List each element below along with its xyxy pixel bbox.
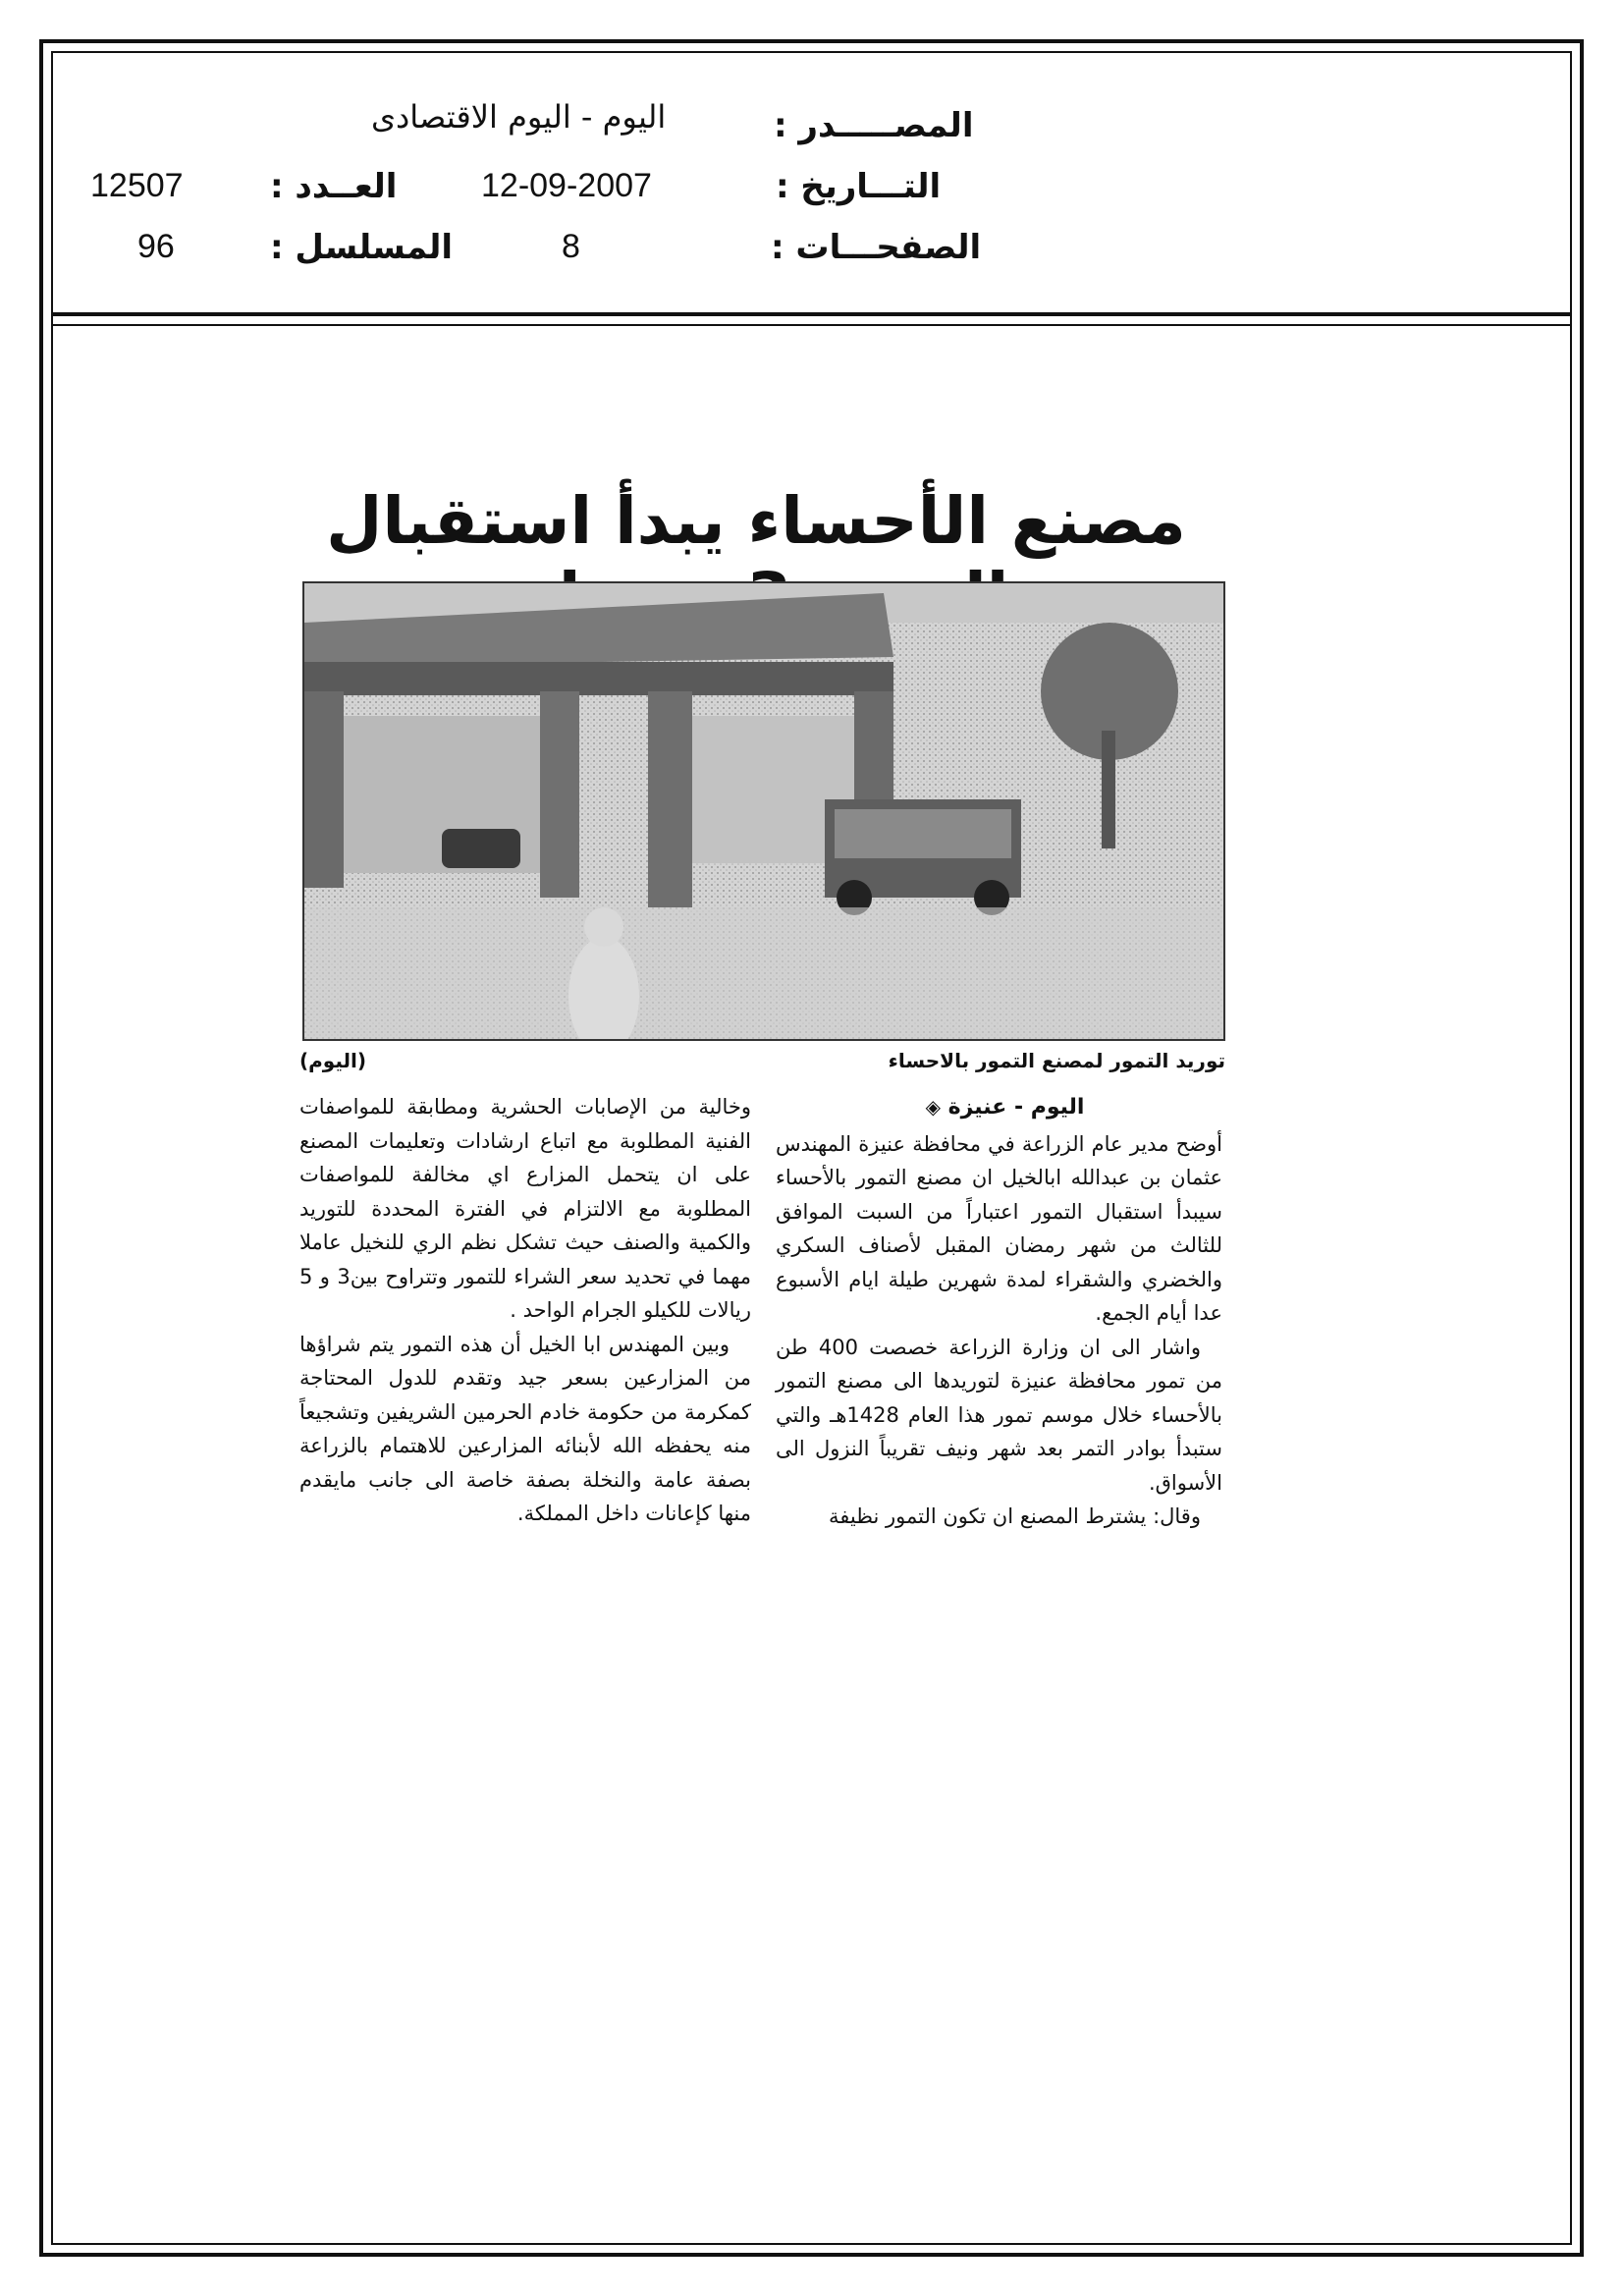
paragraph: واشار الى ان وزارة الزراعة خصصت 400 طن من تمور محافظة عنيزة لتوريدها الى مصنع التمور بالأحساء خلال موسم تمور هذا العام 1428هـ والتي ستبدأ بوادر التمر بعد شهر ونيف تقريباً النزول الى الأسواق. <box>776 1335 1222 1495</box>
paragraph: وبين المهندس ابا الخيل أن هذه التمور يتم شراؤها من المزارعين بسعر جيد وتقدم للدول المحتاجة كمكرمة من حكومة خادم الحرمين الشريفين وتشجيعاً منه يحفظه الله لأبنائه المزارعين للاهتمام بالزراعة بصفة عامة والنخلة بصفة خاصة الى جانب مايقدم منها كإعانات داخل المملكة. <box>299 1332 751 1525</box>
issue-value: 12507 <box>90 167 184 204</box>
paragraph: أوضح مدير عام الزراعة في محافظة عنيزة المهندس عثمان بن عبدالله ابالخيل ان مصنع التمور بالأحساء سيبدأ استقبال التمور اعتباراً من السبت الموافق للثالث من شهر رمضان المقبل لأصناف السكري والخضري والشقراء لمدة شهرين طيلة ايام الأسبوع عدا أيام الجمع. <box>776 1131 1222 1325</box>
pages-value: 8 <box>562 228 580 265</box>
date-value: 12-09-2007 <box>481 167 652 204</box>
serial-label: المسلسل : <box>270 228 454 267</box>
serial-value: 96 <box>137 228 175 265</box>
header-divider <box>51 312 1572 316</box>
date-label: التـــاريخ : <box>776 167 942 206</box>
issue-label: العــدد : <box>270 167 398 206</box>
source-label: المصـــــدر : <box>774 106 974 145</box>
photo-credit: (اليوم) <box>299 1049 367 1072</box>
diamond-icon: ◈ <box>925 1095 941 1119</box>
article-column-left <box>299 1090 751 1531</box>
article-photo <box>302 581 1225 1041</box>
article-column-right <box>776 1090 1222 1534</box>
article-headline: مصنع الأحساء يبدأ استقبال <box>326 483 1186 559</box>
dateline <box>776 1090 1222 1125</box>
paragraph: وقال: يشترط المصنع ان تكون التمور نظيفة <box>829 1504 1201 1528</box>
dateline-text: اليوم - عنيزة <box>947 1095 1085 1120</box>
paragraph: وخالية من الإصابات الحشرية ومطابقة للمواصفات الفنية المطلوبة مع اتباع ارشادات وتعليمات المصنع على ان يتحمل المزارع اي مخالفة للمواصفات المطلوبة مع الالتزام في الفترة المحددة للتوريد والكمية والصنف حيث تشكل نظم الري للنخيل عاملا مهما في تحديد سعر الشراء للتمور وتتراوح بين3 و 5 ريالات للكيلو الجرام الواحد . <box>299 1095 752 1322</box>
source-value: اليوم - اليوم الاقتصادى <box>371 98 667 136</box>
pages-label: الصفحـــات : <box>771 228 982 267</box>
header-divider-inner <box>51 324 1572 326</box>
photo-caption: توريد التمور لمصنع التمور بالاحساء <box>888 1049 1225 1072</box>
